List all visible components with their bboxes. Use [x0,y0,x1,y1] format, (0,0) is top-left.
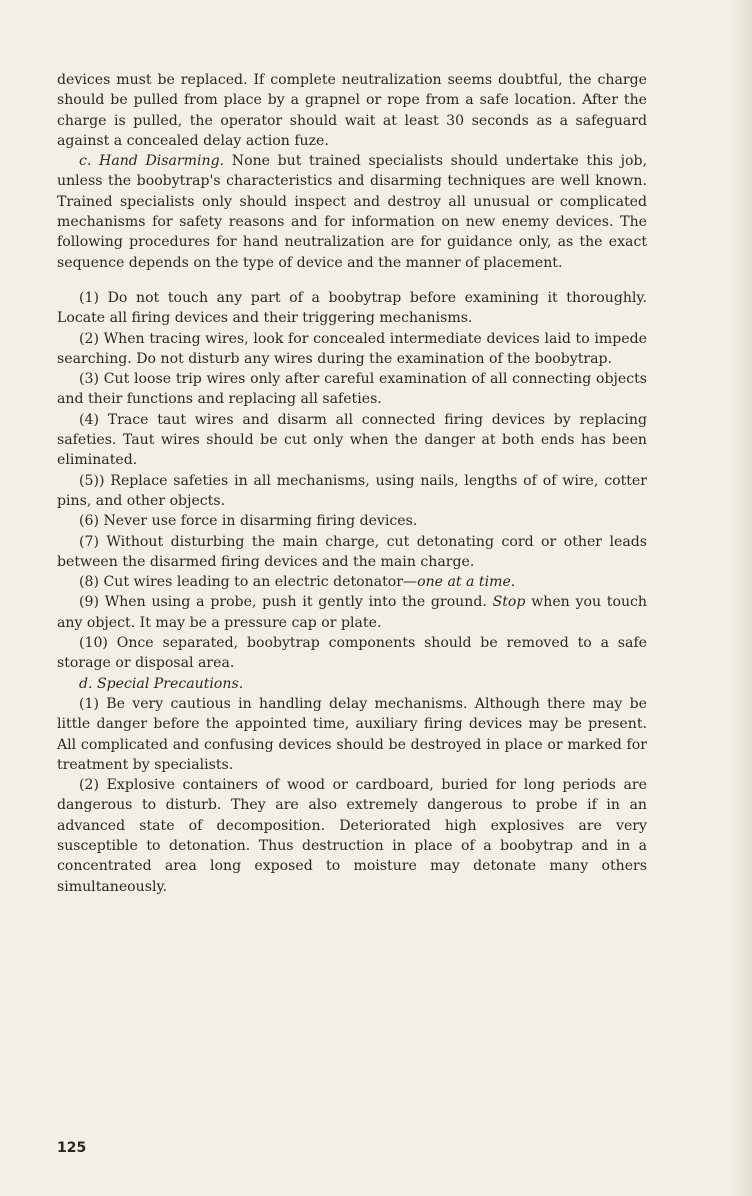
special-precautions-label: d. [79,675,93,692]
step-9-emphasis: Stop [492,594,526,611]
intro-paragraph: devices must be replaced. If complete neutralization seems doubtful, the charge should be pulled from place by a grapnel or rope from a safe location. After the charge is pulled, the operator should wait at least 30 seconds as a safeguard against a concealed delay action fuze. [57,72,647,149]
step-1-number: (1) [79,289,99,306]
step-6-number: (6) [79,513,99,530]
hand-disarming-paragraph [57,151,647,273]
step-10-text: Once separated, boobytrap components should be removed to a safe storage or disposal area. [57,635,648,672]
step-10-number: (10) [79,635,108,652]
precaution-1-text: Be very cautious in handling delay mechanisms. Although there may be little danger before the appointed time, auxiliary firing devices may be present. All complicated and confusing devices should be destroyed in place or marked for treatment by specialists. [57,695,647,773]
step-9-text: When using a probe, push it gently into the ground. [104,594,487,611]
hand-disarming-heading: Hand Disarming. [99,153,225,170]
step-6-text: Never use force in disarming firing devices. [103,513,418,530]
step-10 [57,633,647,674]
step-2-number: (2) [79,330,99,347]
precaution-2 [57,775,647,897]
precaution-2-text: Explosive containers of wood or cardboard, buried for long periods are dangerous to disturb. They are also extremely dangerous to probe if in an advanced state of decomposition. Deteriorated high explosives are very susceptible to detonation. Thus destruction in place of a boobytrap and in a concentrated area long exposed to moisture may detonate many others simultaneously. [57,777,648,895]
step-1 [57,288,647,329]
precaution-1-number: (1) [79,695,99,712]
hand-disarming-label: c. [79,153,92,170]
step-3 [57,369,647,410]
step-7 [57,532,647,573]
step-9-text-after: when you touch any object. It may be a pressure cap or plate. [57,594,648,631]
step-1-text: Do not touch any part of a boobytrap before examining it thoroughly. Locate all firing devices and their triggering mechanisms. [57,289,648,327]
step-9-number: (9) [79,594,99,611]
precaution-1 [57,694,647,775]
step-8-number: (8) [79,574,99,591]
hand-disarming-text: None but trained specialists should undertake this job, unless the boobytrap's characteristics and disarming techniques are well known. Trained specialists only should inspect and destroy all unusual or complicated mechanisms for safety reasons and for information on new enemy devices. The following procedures for hand neutralization are for guidance only, as the exact sequence depends on the type of device and the manner of placement. [57,153,648,271]
special-precautions-heading: Special Precautions. [97,675,244,692]
step-6 [57,511,647,531]
step-8-emphasis: one at a time. [417,574,516,591]
special-precautions-heading-line [57,674,647,694]
step-3-text: Cut loose trip wires only after careful examination of all connecting objects and their functions and replacing all safeties. [57,371,647,408]
step-2 [57,329,647,370]
step-8 [57,572,647,592]
step-5 [57,471,647,512]
step-3-number: (3) [79,371,99,388]
step-8-text: Cut wires leading to an electric detonator— [103,574,418,591]
body-text [57,70,647,897]
step-5-number: (5)) [79,472,105,489]
step-2-text: When tracing wires, look for concealed intermediate devices laid to impede searching. Do not disturb any wires during the examination of the boobytrap. [57,330,647,367]
step-4-text: Trace taut wires and disarm all connected firing devices by replacing safeties. Taut wires should be cut only when the danger at both ends has been eliminated. [57,411,647,469]
step-7-number: (7) [79,533,99,550]
step-4-number: (4) [79,411,99,428]
step-4 [57,410,647,471]
page-edge-shadow [730,0,752,1196]
step-9 [57,592,647,633]
step-5-text: Replace safeties in all mechanisms, using nails, lengths of of wire, cotter pins, and other objects. [57,472,648,509]
page-number: 125 [57,1140,87,1156]
precaution-2-number: (2) [79,777,99,794]
step-7-text: Without disturbing the main charge, cut detonating cord or other leads between the disarmed firing devices and the main charge. [57,533,647,570]
